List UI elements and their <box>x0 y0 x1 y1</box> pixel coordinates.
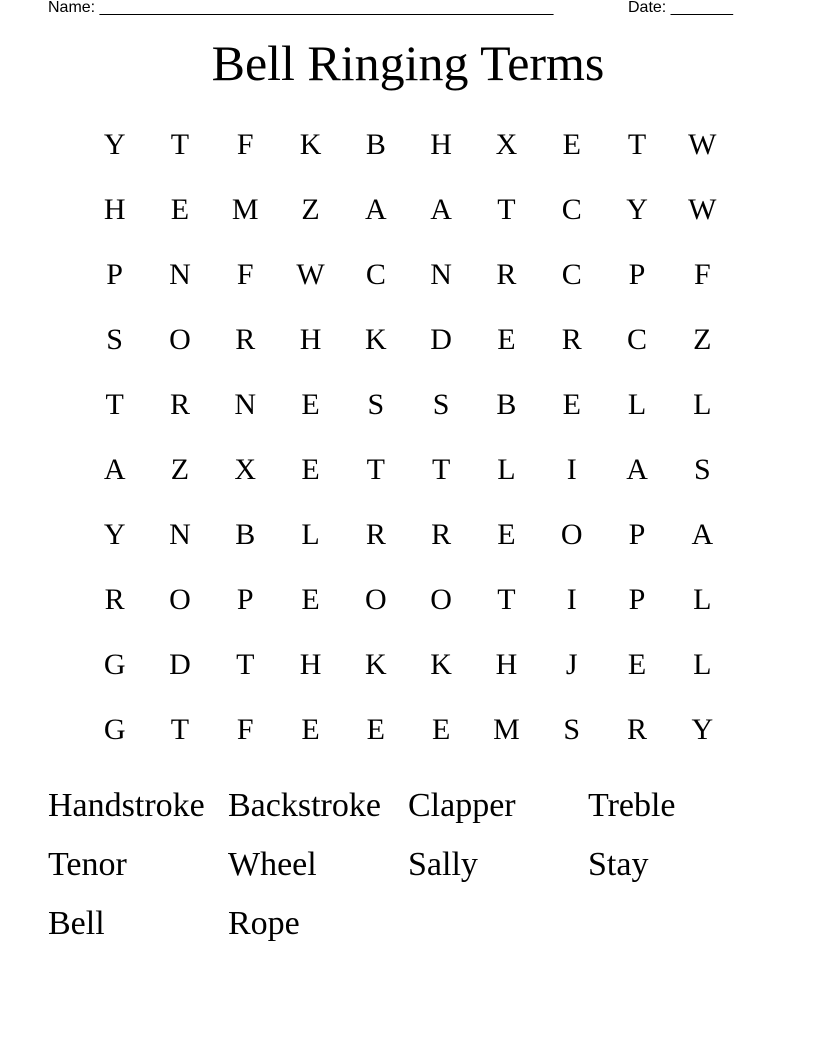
grid-letter: R <box>561 322 582 356</box>
grid-letter: L <box>497 453 516 487</box>
grid-letter: G <box>103 648 126 682</box>
grid-letter: I <box>566 453 577 487</box>
word-list-item: Handstroke <box>48 787 205 824</box>
grid-letter: N <box>169 518 191 552</box>
grid-letter: Y <box>103 518 126 552</box>
grid-letter: O <box>169 583 191 617</box>
grid-letter: R <box>496 257 517 291</box>
grid-letter: L <box>693 648 712 682</box>
grid-letter: T <box>170 127 190 161</box>
grid-letter: R <box>627 713 648 747</box>
grid-letter: E <box>301 583 320 617</box>
grid-letter: Z <box>693 322 712 356</box>
grid-letter: B <box>235 518 256 552</box>
grid-letter: Z <box>301 192 320 226</box>
word-list-item: Stay <box>588 846 649 883</box>
word-list-item: Clapper <box>408 787 516 824</box>
grid-letter: K <box>365 322 387 356</box>
grid-letter: E <box>627 648 647 682</box>
grid-letter: W <box>296 257 325 291</box>
grid-letter: L <box>693 583 712 617</box>
grid-letter: T <box>236 648 255 682</box>
word-list-item: Tenor <box>48 846 127 883</box>
grid-letter: I <box>566 583 577 617</box>
word-list-item: Rope <box>228 905 300 942</box>
grid-letter: A <box>691 518 714 552</box>
grid-letter: C <box>561 257 582 291</box>
grid-letter: S <box>693 453 711 487</box>
grid-letter: E <box>431 713 451 747</box>
grid-letter: E <box>366 713 385 747</box>
grid-letter: S <box>563 713 581 747</box>
grid-letter: D <box>430 322 452 356</box>
grid-letter: F <box>693 257 711 291</box>
grid-letter: E <box>562 127 581 161</box>
grid-letter: L <box>301 518 320 552</box>
grid-letter: M <box>231 192 259 226</box>
grid-letter: D <box>169 648 191 682</box>
grid-letter: S <box>106 322 123 356</box>
letter-grid <box>82 112 735 763</box>
grid-letter: Y <box>691 713 714 747</box>
grid-letter: A <box>430 192 452 226</box>
grid-letter: K <box>430 648 452 682</box>
grid-letter: L <box>627 387 647 421</box>
grid-letter: N <box>430 257 452 291</box>
grid-letter: P <box>628 257 646 291</box>
grid-letter: T <box>170 713 190 747</box>
grid-letter: A <box>626 453 648 487</box>
grid-letter: X <box>495 127 518 161</box>
grid-letter: P <box>628 518 646 552</box>
grid-letter: E <box>562 387 581 421</box>
date-field-label: Date: _______ <box>628 0 733 16</box>
name-field-label: Name: ___________________________________________________ <box>48 0 554 16</box>
grid-letter: C <box>365 257 386 291</box>
grid-letter: T <box>627 127 647 161</box>
grid-letter: P <box>628 583 646 617</box>
grid-letter: B <box>365 127 386 161</box>
grid-letter: P <box>106 257 123 291</box>
word-list-item: Bell <box>48 905 105 942</box>
grid-letter: Z <box>170 453 190 487</box>
grid-letter: X <box>234 453 257 487</box>
grid-letter: Y <box>626 192 648 226</box>
grid-letter: T <box>431 453 451 487</box>
grid-letter: N <box>169 257 191 291</box>
grid-letter: S <box>432 387 450 421</box>
grid-letter: O <box>169 322 191 356</box>
grid-letter: T <box>366 453 385 487</box>
grid-letter: N <box>234 387 257 421</box>
grid-letter: R <box>365 518 386 552</box>
word-list-item: Treble <box>588 787 676 824</box>
grid-letter: R <box>235 322 256 356</box>
grid-letter: E <box>497 518 516 552</box>
word-list-item: Sally <box>408 846 478 883</box>
grid-letter: E <box>301 453 320 487</box>
grid-letter: W <box>688 127 717 161</box>
grid-letter: H <box>430 127 452 161</box>
grid-letter: O <box>560 518 583 552</box>
grid-letter: O <box>365 583 387 617</box>
grid-letter: C <box>561 192 582 226</box>
grid-letter: E <box>170 192 190 226</box>
grid-letter: A <box>103 453 126 487</box>
word-list-item: Wheel <box>228 846 317 883</box>
grid-letter: P <box>236 583 254 617</box>
grid-letter: C <box>627 322 648 356</box>
grid-letter: Y <box>103 127 126 161</box>
grid-letter: H <box>299 322 322 356</box>
grid-letter: E <box>497 322 516 356</box>
grid-letter: G <box>103 713 126 747</box>
grid-letter: R <box>104 583 125 617</box>
grid-letter: R <box>431 518 452 552</box>
grid-letter: J <box>565 648 578 682</box>
page-title: Bell Ringing Terms <box>211 35 605 91</box>
worksheet-header <box>48 0 733 17</box>
grid-letter: H <box>495 648 518 682</box>
word-list-item: Backstroke <box>228 787 381 824</box>
grid-letter: S <box>367 387 385 421</box>
grid-letter: O <box>430 583 452 617</box>
grid-letter: K <box>299 127 322 161</box>
grid-letter: H <box>299 648 322 682</box>
grid-letter: T <box>497 192 516 226</box>
grid-letter: F <box>236 257 254 291</box>
grid-letter: M <box>493 713 520 747</box>
grid-letter: H <box>103 192 126 226</box>
grid-letter: L <box>693 387 712 421</box>
grid-letter: W <box>688 192 717 226</box>
grid-letter: F <box>236 713 254 747</box>
word-list <box>48 776 768 953</box>
grid-letter: K <box>365 648 387 682</box>
grid-letter: R <box>169 387 190 421</box>
grid-letter: T <box>105 387 124 421</box>
grid-letter: T <box>497 583 516 617</box>
grid-letter: E <box>301 713 320 747</box>
grid-letter: E <box>301 387 320 421</box>
grid-letter: B <box>496 387 517 421</box>
grid-letter: A <box>365 192 387 226</box>
grid-letter: F <box>236 127 254 161</box>
